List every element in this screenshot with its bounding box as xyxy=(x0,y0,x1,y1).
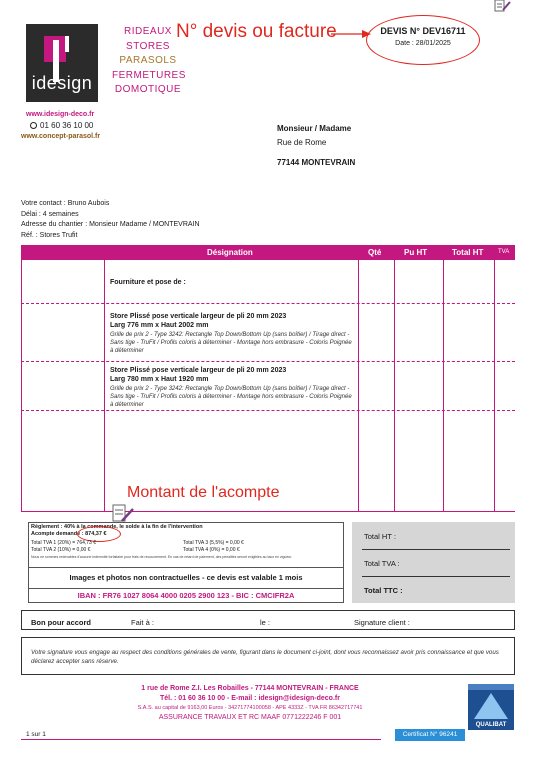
row-separator xyxy=(21,361,515,362)
total-ttc-label: Total TTC : xyxy=(364,586,403,595)
menu-item-stores: STORES xyxy=(126,40,170,52)
total-ht-line xyxy=(362,549,510,550)
column-divider xyxy=(494,260,495,511)
qualibat-text: QUALIBAT xyxy=(475,722,507,728)
item-1-dimensions: Larg 776 mm x Haut 2002 mm xyxy=(110,322,209,329)
footer-insurance: ASSURANCE TRAVAUX ET RC MAAF 0771222246 F 001 xyxy=(158,714,342,721)
total-tva-line xyxy=(362,576,510,577)
menu-item-domotique: DOMOTIQUE xyxy=(114,84,182,96)
menu-item-rideaux: RIDEAUX xyxy=(124,26,172,37)
header-tva: TVA xyxy=(498,249,510,255)
company-phone xyxy=(30,121,93,130)
bon-pour-accord: Bon pour accord xyxy=(31,618,92,627)
phone-icon xyxy=(30,122,37,129)
iban: IBAN : FR76 1027 8064 4000 0205 2900 123 - BIC : CMCIFR2A xyxy=(28,588,344,603)
product-menu xyxy=(112,25,184,98)
logo-text: idesign xyxy=(31,73,93,93)
client-city: 77144 MONTEVRAIN xyxy=(277,158,356,167)
item-1-description: Grille de prix 2 - Type 3242: Rectangle Top Down/Bottom Up (sans boîtier) / Tirage direct - Sans tige - TruFit / Profils coloris à déterminer - Montage hors embrasure - Coloris Poignée à déterminer xyxy=(110,332,352,354)
row-separator xyxy=(21,303,515,304)
column-divider xyxy=(358,260,359,511)
header-pu: Pu HT xyxy=(404,248,428,257)
company-website[interactable]: www.idesign-deco.fr xyxy=(26,111,95,118)
total-tva-label: Total TVA : xyxy=(364,559,400,568)
signature-field[interactable]: Signature client : xyxy=(354,618,410,627)
column-divider xyxy=(394,260,395,511)
row-separator xyxy=(21,410,515,411)
delay-info: Délai : 4 semaines xyxy=(21,211,79,218)
footer-address: 1 rue de Rome Z.I. Les Robailles - 77144 MONTEVRAIN - FRANCE xyxy=(141,685,359,692)
footer-divider xyxy=(21,739,381,740)
contact-info: Votre contact : Bruno Aubois xyxy=(21,200,110,207)
page-number: 1 sur 1 xyxy=(26,731,46,738)
total-ht-label: Total HT : xyxy=(364,532,396,541)
item-2-description: Grille de prix 2 - Type 3242: Rectangle Top Down/Bottom Up (sans boîtier) / Tirage direct - Sans tige - TruFit / Profils coloris à déterminer - Montage hors embrasure - Coloris Poignée à déterminer xyxy=(110,386,352,408)
payment-terms: Règlement : 40% à la commande, le solde à la fin de l'intervention xyxy=(31,524,203,530)
item-2-title: Store Plissé pose verticale largeur de pli 20 mm 2023 xyxy=(110,367,287,374)
qualibat-logo xyxy=(468,684,514,730)
table-header xyxy=(21,245,515,260)
header-designation: Désignation xyxy=(207,248,253,257)
footer-contact: Tél. : 01 60 36 10 00 - E-mail : idesign@idesign-deco.fr xyxy=(160,695,340,702)
payment-legal-note: Nous ne sommes redevables d'aucune indemnité forfaitaire pour frais de recouvrement. En cas de retard de paiement, des pénalités seront exigibles au taux en vigueur. xyxy=(31,555,293,559)
column-divider xyxy=(443,260,444,511)
devis-number: DEVIS N° DEV16711 xyxy=(380,26,466,36)
site-address: Adresse du chantier : Monsieur Madame / MONTEVRAIN xyxy=(21,221,200,228)
edit-document-icon[interactable] xyxy=(110,504,136,524)
edit-document-icon[interactable] xyxy=(494,0,512,12)
table-bottom xyxy=(21,511,515,512)
company-logo xyxy=(26,24,98,102)
tva-3: Total TVA 3 (5,5%) = 0,00 € xyxy=(183,540,244,546)
item-1-title: Store Plissé pose verticale largeur de pli 20 mm 2023 xyxy=(110,313,287,320)
reference: Réf. : Stores Trufit xyxy=(21,232,78,239)
section-title: Fourniture et pose de : xyxy=(110,279,186,286)
item-2-dimensions: Larg 780 mm x Haut 1920 mm xyxy=(110,376,209,383)
annotation-acompte-label: Montant de l'acompte xyxy=(127,484,280,501)
annotation-devis-label: N° devis ou facture xyxy=(176,21,337,42)
tva-4: Total TVA 4 (0%) = 0,00 € xyxy=(183,547,240,553)
tva-2: Total TVA 2 (10%) = 0,00 € xyxy=(31,547,91,553)
certificate-badge: Certificat N° 96241 xyxy=(395,729,465,741)
menu-item-parasols: PARASOLS xyxy=(119,55,177,67)
header-qte: Qté xyxy=(368,248,382,257)
fait-a-field[interactable]: Fait à : xyxy=(131,618,154,627)
column-divider xyxy=(104,260,105,511)
totals-box xyxy=(352,522,515,603)
tva-1: Total TVA 1 (20%) = 764,73 € xyxy=(31,540,96,546)
client-street: Rue de Rome xyxy=(277,138,327,147)
client-name: Monsieur / Madame xyxy=(277,124,352,133)
images-disclaimer: Images et photos non contractuelles - ce devis est valable 1 mois xyxy=(28,568,344,588)
menu-item-fermetures: FERMETURES xyxy=(112,69,186,81)
footer-legal: S.A.S. au capital de 9163,00 Euros - 34271774100058 - APE 4333Z - TVA FR 86342717741 xyxy=(137,705,363,711)
deposit-amount: Acompte demandé : 874,37 € xyxy=(31,531,107,537)
date-field[interactable]: le : xyxy=(260,618,271,627)
company-website-2[interactable]: www.concept-parasol.fr xyxy=(21,133,101,140)
devis-date: Date : 28/01/2025 xyxy=(395,40,451,47)
header-total: Total HT xyxy=(452,248,484,257)
table-left-edge xyxy=(21,260,22,511)
terms-text: Votre signature vous engage au respect des conditions générales de vente, figurant dans le document ci-joint, dont vous reconnaissez avoir pris connaissance et que vous déclarez accepter sans réserve. xyxy=(31,649,499,665)
arrow-right-icon xyxy=(331,28,371,40)
phone-number: 01 60 36 10 00 xyxy=(40,121,94,130)
